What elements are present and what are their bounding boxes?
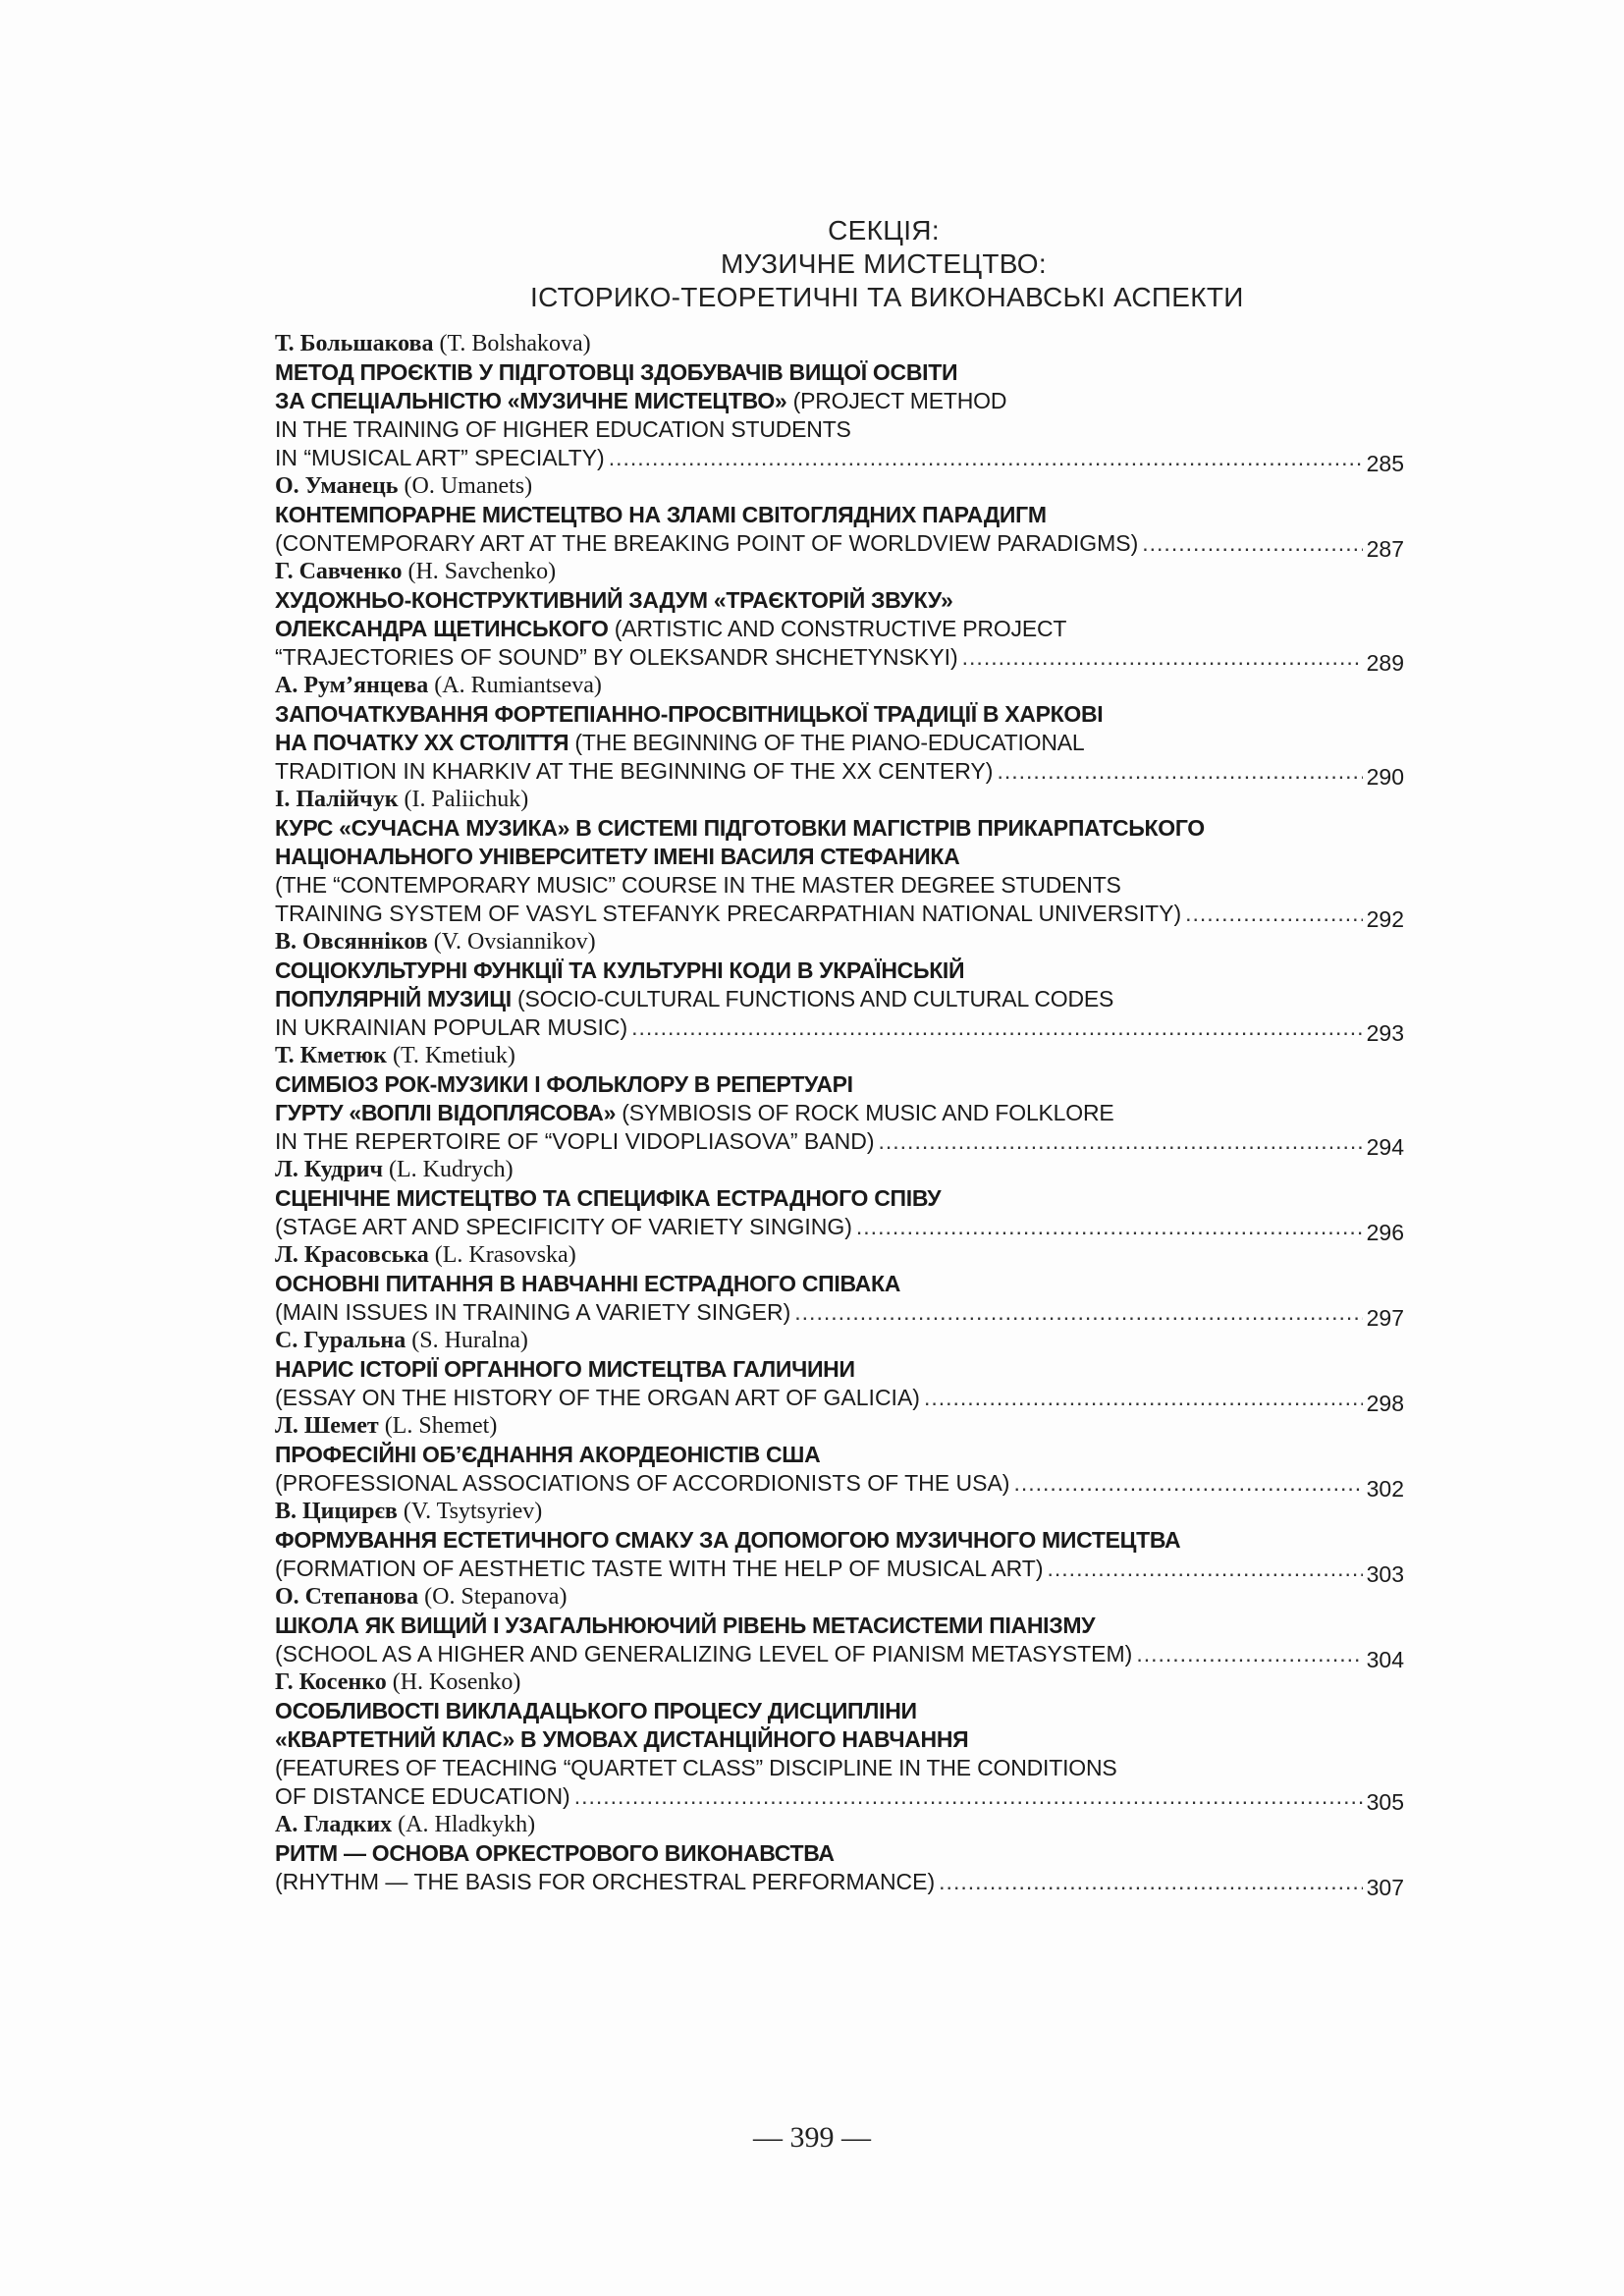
toc-page-number: 294 [1366,1134,1404,1160]
title-en-last: (MAIN ISSUES IN TRAINING A VARIETY SINGER) [275,1299,791,1325]
author-name-en: (S. Huralna) [411,1328,528,1353]
author-name-ua: Л. Кудрич [275,1157,384,1182]
toc-author [275,1241,1404,1270]
author-name-ua: С. Гуральна [275,1328,406,1353]
dot-leader [1048,1555,1363,1583]
toc-entry [275,1498,1404,1587]
toc-title-line [275,1099,1404,1127]
author-name-ua: Г. Савченко [275,559,403,584]
title-ua: ОСНОВНІ ПИТАННЯ В НАВЧАННІ ЕСТРАДНОГО СПІВАКА [275,1271,901,1296]
author-name-en: (A. Rumiantseva) [434,673,602,698]
toc-leader-line [275,529,1404,562]
author-name-ua: В. Овсяннiков [275,929,428,955]
title-ua: ФОРМУВАННЯ ЕСТЕТИЧНОГО СМАКУ ЗА ДОПОМОГОЮ МУЗИЧНОГО МИСТЕЦТВА [275,1527,1181,1553]
dot-leader [997,757,1362,786]
toc-leader-line [275,1782,1404,1815]
toc-title-line [275,586,1404,615]
title-ua: ПОПУЛЯРНІЙ МУЗИЦІ [275,986,512,1011]
title-ua: ГУРТУ «ВОПЛІ ВІДОПЛЯСОВА» [275,1100,617,1125]
toc-title-line [275,1184,1404,1213]
toc-page-number: 287 [1366,536,1404,562]
toc-title-line [275,1070,1404,1099]
toc-entry [275,1583,1404,1672]
author-name-en: (H. Savchenko) [407,559,557,584]
dot-leader [1142,529,1362,558]
author-name-en: (L. Shemet) [384,1413,498,1439]
title-en: (PROJECT METHOD [786,388,1007,413]
author-name-ua: О. Степанова [275,1584,419,1610]
toc-title-line [275,501,1404,529]
toc-page-number: 292 [1366,906,1404,932]
title-en: (SOCIO-CULTURAL FUNCTIONS AND CULTURAL CODES [511,986,1114,1011]
toc-page-number: 298 [1366,1391,1404,1416]
toc-page-number: 305 [1366,1789,1404,1815]
title-ua: ОСОБЛИВОСТІ ВИКЛАДАЦЬКОГО ПРОЦЕСУ ДИСЦИПЛІНИ [275,1698,917,1723]
title-en-last: (CONTEMPORARY ART AT THE BREAKING POINT OF WORLDVIEW PARADIGMS) [275,530,1139,556]
author-name-en: (T. Bolshakova) [439,331,591,356]
author-name-ua: О. Уманець [275,473,399,499]
author-name-ua: Л. Красовська [275,1242,429,1268]
title-en-last: (PROFESSIONAL ASSOCIATIONS OF ACCORDIONISTS OF THE USA) [275,1470,1010,1496]
author-name-en: (O. Umanets) [404,473,533,499]
toc-page-number: 285 [1366,451,1404,476]
toc-entry [275,1241,1404,1331]
title-ua: КОНТЕМПОРАРНЕ МИСТЕЦТВО НА ЗЛАМІ СВІТОГЛЯДНИХ ПАРАДИГМ [275,502,1047,527]
toc-title-line [275,358,1404,387]
toc-title-line [275,700,1404,729]
toc-leader-line [275,444,1404,476]
title-ua: ОЛЕКСАНДРА ЩЕТИНСЬКОГО [275,616,609,641]
toc-author [275,1583,1404,1612]
title-en: (SYMBIOSIS OF ROCK MUSIC AND FOLKLORE [616,1100,1114,1125]
toc-page-number: 296 [1366,1220,1404,1245]
toc-title-line [275,1355,1404,1384]
toc-entry [275,672,1404,790]
title-en-last: (ESSAY ON THE HISTORY OF THE ORGAN ART OF GALICIA) [275,1385,920,1410]
title-ua: ХУДОЖНЬО-КОНСТРУКТИВНИЙ ЗАДУМ «ТРАЄКТОРІЙ ЗВУКУ» [275,587,953,613]
toc-leader-line [275,1868,1404,1900]
title-en-last: (STAGE ART AND SPECIFICITY OF VARIETY SINGING) [275,1214,852,1239]
toc-page-number: 302 [1366,1476,1404,1502]
toc-title-line [275,1441,1404,1469]
section-heading-line-1: СЕКЦІЯ: [828,215,940,246]
title-en-last: TRADITION IN KHARKIV AT THE BEGINNING OF THE XX CENTERY) [275,758,994,784]
toc-entry [275,786,1404,932]
dot-leader [924,1384,1363,1412]
dot-leader [1136,1640,1362,1668]
toc-author [275,1327,1404,1355]
toc-title-line [275,415,1404,444]
toc-entry [275,330,1404,476]
title-en-last: (RHYTHM — THE BASIS FOR ORCHESTRAL PERFORMANCE) [275,1869,936,1894]
toc-leader-line [275,1127,1404,1160]
author-name-ua: Г. Косенко [275,1669,387,1695]
toc-title-line [275,1612,1404,1640]
author-name-ua: Т. Кметюк [275,1043,387,1068]
toc-author [275,330,1404,358]
title-ua: КУРС «СУЧАСНА МУЗИКА» В СИСТЕМІ ПІДГОТОВКИ МАГІСТРІВ ПРИКАРПАТСЬКОГО [275,815,1205,841]
title-ua: ШКОЛА ЯК ВИЩИЙ І УЗАГАЛЬНЮЮЧИЙ РІВЕНЬ МЕТАСИСТЕМИ ПІАНІЗМУ [275,1613,1096,1638]
toc-title-line [275,1754,1404,1782]
toc-title-line [275,843,1404,871]
author-name-ua: І. Палійчук [275,787,399,812]
toc-title-line [275,871,1404,900]
title-ua: ПРОФЕСІЙНІ ОБ’ЄДНАННЯ АКОРДЕОНІСТІВ США [275,1442,821,1467]
toc-author [275,1498,1404,1526]
title-ua: РИТМ — ОСНОВА ОРКЕСТРОВОГО ВИКОНАВСТВА [275,1840,835,1866]
page-number: — 399 — [753,2121,871,2154]
author-name-en: (L. Kudrych) [389,1157,514,1182]
dot-leader [939,1868,1362,1896]
author-name-ua: Т. Большакова [275,331,434,356]
title-en: (FEATURES OF TEACHING “QUARTET CLASS” DISCIPLINE IN THE CONDITIONS [275,1755,1117,1780]
title-en: (ARTISTIC AND CONSTRUCTIVE PROJECT [608,616,1067,641]
title-en-last: “TRAJECTORIES OF SOUND” BY OLEKSANDR SHCHETYNSKYI) [275,644,958,670]
title-ua: «КВАРТЕТНИЙ КЛАС» В УМОВАХ ДИСТАНЦІЙНОГО НАВЧАННЯ [275,1726,969,1752]
dot-leader [574,1782,1363,1811]
author-name-ua: В. Цицирєв [275,1499,398,1524]
toc-entry [275,1327,1404,1416]
section-heading [530,214,1244,314]
dot-leader [879,1127,1363,1156]
toc-page-number: 297 [1366,1305,1404,1331]
author-name-en: (O. Stepanova) [424,1584,568,1610]
toc-title-line [275,985,1404,1013]
toc-title-line [275,729,1404,757]
toc-leader-line [275,1469,1404,1502]
author-name-en: (H. Kosenko) [392,1669,521,1695]
toc-title-line [275,957,1404,985]
author-name-ua: А. Гладких [275,1812,393,1837]
title-en: IN THE TRAINING OF HIGHER EDUCATION STUDENTS [275,416,851,442]
toc-author [275,558,1404,586]
title-ua: МЕТОД ПРОЄКТІВ У ПІДГОТОВЦІ ЗДОБУВАЧІВ ВИЩОЇ ОСВІТИ [275,359,958,385]
author-name-ua: А. Рум’янцева [275,673,429,698]
author-name-en: (I. Paliichuk) [404,787,529,812]
toc-leader-line [275,900,1404,932]
section-heading-line-3: ІСТОРИКО-ТЕОРЕТИЧНІ ТА ВИКОНАВСЬКІ АСПЕКТИ [530,282,1244,312]
dot-leader [609,444,1363,472]
toc-page-number: 289 [1366,650,1404,676]
toc-entry [275,928,1404,1046]
title-en-last: IN THE REPERTOIRE OF “VOPLI VIDOPLIASOVA” BAND) [275,1128,875,1154]
toc-title-line [275,615,1404,643]
toc-title-line [275,1270,1404,1298]
toc-page-number: 304 [1366,1647,1404,1672]
author-name-ua: Л. Шемет [275,1413,379,1439]
toc-author [275,1811,1404,1839]
title-en: (THE “CONTEMPORARY MUSIC” COURSE IN THE MASTER DEGREE STUDENTS [275,872,1121,898]
title-ua: НАЦІОНАЛЬНОГО УНІВЕРСИТЕТУ ІМЕНІ ВАСИЛЯ СТЕФАНИКА [275,844,960,869]
toc-author [275,1412,1404,1441]
title-en: (THE BEGINNING OF THE PIANO-EDUCATIONAL [568,730,1085,755]
title-en-last: IN UKRAINIAN POPULAR MUSIC) [275,1014,628,1040]
section-heading-line-2: МУЗИЧНЕ МИСТЕЦТВО: [721,248,1047,279]
toc-author [275,928,1404,957]
toc-leader-line [275,1298,1404,1331]
title-ua: СЦЕНІЧНЕ МИСТЕЦТВО ТА СПЕЦИФІКА ЕСТРАДНОГО СПІВУ [275,1185,942,1211]
toc-leader-line [275,1213,1404,1245]
toc-title-line [275,1526,1404,1555]
toc-entry [275,1668,1404,1815]
toc-title-line [275,1697,1404,1725]
toc-author [275,1156,1404,1184]
title-en-last: (SCHOOL AS A HIGHER AND GENERALIZING LEVEL OF PIANISM METASYSTEM) [275,1641,1133,1667]
toc-title-line [275,387,1404,415]
toc-author [275,672,1404,700]
dot-leader [631,1013,1363,1042]
toc-entry [275,1042,1404,1160]
toc-entry [275,1412,1404,1502]
title-ua: ЗАПОЧАТКУВАННЯ ФОРТЕПІАННО-ПРОСВІТНИЦЬКОЇ ТРАДИЦІЇ В ХАРКОВІ [275,701,1104,727]
toc-author [275,472,1404,501]
toc-author [275,1042,1404,1070]
toc-author [275,786,1404,814]
toc-leader-line [275,1013,1404,1046]
toc-entry [275,472,1404,562]
toc-entry [275,558,1404,676]
table-of-contents [275,330,1404,1900]
toc-entry [275,1156,1404,1245]
dot-leader [1185,900,1362,928]
dot-leader [856,1213,1363,1241]
author-name-en: (L. Krasovska) [434,1242,576,1268]
toc-page-number: 303 [1366,1561,1404,1587]
title-en-last: TRAINING SYSTEM OF VASYL STEFANYK PRECARPATHIAN NATIONAL UNIVERSITY) [275,901,1182,926]
dot-leader [962,643,1363,672]
title-en-last: IN “MUSICAL ART” SPECIALTY) [275,445,605,470]
author-name-en: (T. Kmetiuk) [392,1043,515,1068]
toc-page-number: 307 [1366,1875,1404,1900]
toc-page-number: 293 [1366,1020,1404,1046]
toc-entry [275,1811,1404,1900]
author-name-en: (A. Hladkykh) [398,1812,536,1837]
title-ua: НАРИС ІСТОРІЇ ОРГАННОГО МИСТЕЦТВА ГАЛИЧИНИ [275,1356,855,1382]
title-en-last: (FORMATION OF AESTHETIC TASTE WITH THE HELP OF MUSICAL ART) [275,1556,1044,1581]
author-name-en: (V. Ovsiannikov) [433,929,596,955]
toc-leader-line [275,757,1404,790]
toc-title-line [275,1839,1404,1868]
toc-leader-line [275,1555,1404,1587]
toc-title-line [275,814,1404,843]
title-en-last: OF DISTANCE EDUCATION) [275,1783,570,1809]
title-ua: СИМБІОЗ РОК-МУЗИКИ І ФОЛЬКЛОРУ В РЕПЕРТУАРІ [275,1071,853,1097]
toc-author [275,1668,1404,1697]
toc-leader-line [275,643,1404,676]
toc-leader-line [275,1384,1404,1416]
toc-leader-line [275,1640,1404,1672]
author-name-en: (V. Tsytsyriev) [403,1499,543,1524]
title-ua: СОЦІОКУЛЬТУРНІ ФУНКЦІЇ ТА КУЛЬТУРНІ КОДИ В УКРАЇНСЬКІЙ [275,957,965,983]
title-ua: ЗА СПЕЦІАЛЬНІСТЮ «МУЗИЧНЕ МИСТЕЦТВО» [275,388,787,413]
dot-leader [794,1298,1362,1327]
title-ua: НА ПОЧАТКУ XX СТОЛІТТЯ [275,730,569,755]
dot-leader [1013,1469,1362,1498]
toc-page-number: 290 [1366,764,1404,790]
toc-title-line [275,1725,1404,1754]
